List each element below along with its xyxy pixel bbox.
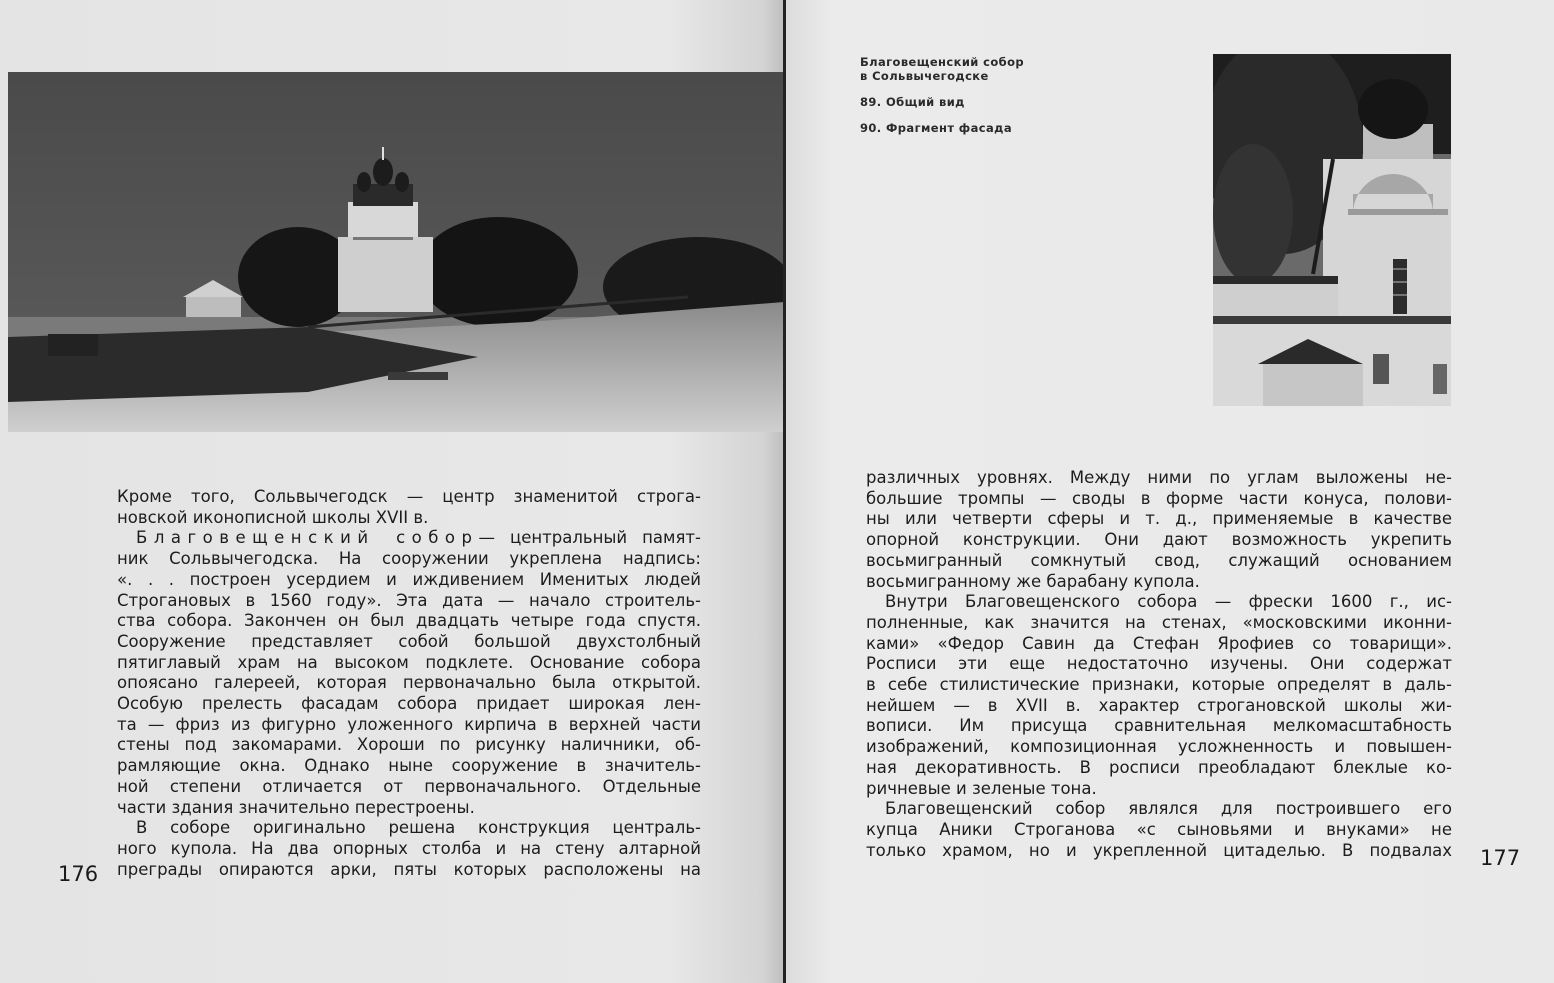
text-fragment: — центральный памят-	[478, 528, 701, 548]
caption-title	[860, 55, 1060, 83]
caption-title-line: в Сольвычегодске	[860, 69, 989, 83]
text-line: части здания значительно перестроены.	[117, 797, 475, 817]
caption-item-89: 89. Общий вид	[860, 95, 965, 109]
text-line: ричневые и зеленые тона.	[866, 778, 1097, 798]
text-line: Особую прелесть фасадам собора придает широкая лен-	[117, 694, 701, 714]
text-line: изображений, композиционная усложненность и повышен-	[866, 737, 1452, 757]
text-line: рамляющие окна. Однако ныне сооружение в значитель-	[117, 756, 701, 776]
text-line: большие тромпы — своды в форме части конуса, полови-	[866, 488, 1452, 508]
text-line: опоясано галереей, которая первоначально была открытой.	[117, 673, 701, 693]
text-line: преграды опираются арки, пяты которых расположены на	[117, 859, 701, 879]
caption-title-line: Благовещенский собор	[860, 55, 1025, 69]
text-line: стены под закомарами. Хороши по рисунку наличники, об-	[117, 735, 701, 755]
text-line: ник Сольвычегодска. На сооружении укреплена надпись:	[117, 549, 701, 569]
text-line: ства собора. Закончен он был двадцать четыре года спустя.	[117, 611, 701, 631]
text-line: та — фриз из фигурно уложенного кирпича в верхней части	[117, 714, 701, 734]
text-line: «. . . построен усердием и иждивением Именитых людей	[117, 569, 701, 589]
text-line: ной степени отличается от первоначального. Отдельные	[117, 776, 701, 796]
text-line: новской иконописной школы XVII в.	[117, 507, 429, 527]
text-line: ками» «Федор Савин да Стефан Ярофиев со товарищи».	[866, 633, 1452, 653]
text-line: вописи. Им присуща сравнительная мелкомасштабность	[866, 716, 1452, 736]
text-line: восьмигранный сомкнутый свод, служащий основанием	[866, 550, 1452, 570]
text-line: восьмигранному же барабану купола.	[866, 571, 1200, 591]
text-line: полненные, как значится на стенах, «московскими иконни-	[866, 612, 1452, 632]
spaced-lead-term: Благовещенский собор	[136, 528, 479, 548]
cathedral-landscape-image	[8, 72, 784, 432]
text-line: купца Аники Строганова «с сыновьями и внуками» не	[866, 819, 1452, 839]
facade-fragment-image	[1213, 54, 1451, 406]
photo-cathedral-general-view	[8, 72, 784, 432]
text-line: различных уровнях. Между ними по углам выложены не-	[866, 468, 1452, 487]
photo-facade-fragment	[1213, 54, 1451, 406]
text-line: только храмом, но и укрепленной цитаделью. В подвалах	[866, 840, 1452, 860]
page-number-left: 176	[58, 862, 99, 886]
text-line: нейшем — в XVII в. характер строгановской школы жи-	[866, 695, 1452, 715]
text-line: Кроме того, Сольвычегодск — центр знаменитой строга-	[117, 487, 701, 506]
text-line: Внутри Благовещенского собора — фрески 1600 г., ис-	[885, 592, 1452, 612]
text-line: Строгановых в 1560 году». Эта дата — начало строитель-	[117, 590, 701, 610]
text-line: Росписи эти еще недостаточно изучены. Они содержат	[866, 654, 1452, 674]
text-line	[117, 528, 701, 549]
text-line: В соборе оригинально решена конструкция централь-	[136, 818, 701, 838]
text-line: пятиглавый храм на высоком подклете. Основание собора	[117, 652, 701, 672]
figure-caption	[860, 55, 1060, 147]
text-line: ная декоративность. В росписи преобладают блеклые ко-	[866, 757, 1452, 777]
left-page-body-text	[117, 487, 701, 880]
text-line: в себе стилистические признаки, которые определят в даль-	[866, 675, 1452, 695]
text-line: Сооружение представляет собой большой двухстолбный	[117, 631, 701, 651]
text-line: ного купола. На два опорных столба и на стену алтарной	[117, 838, 701, 858]
right-page-body-text	[866, 468, 1452, 861]
caption-item-90: 90. Фрагмент фасада	[860, 121, 1012, 135]
page-number-right: 177	[1480, 846, 1521, 870]
text-line: ны или четверти сферы и т. д., применяемые в качестве	[866, 509, 1452, 529]
text-line: опорной конструкции. Они дают возможность укрепить	[866, 530, 1452, 550]
text-line: Благовещенский собор являлся для построившего его	[885, 799, 1452, 819]
